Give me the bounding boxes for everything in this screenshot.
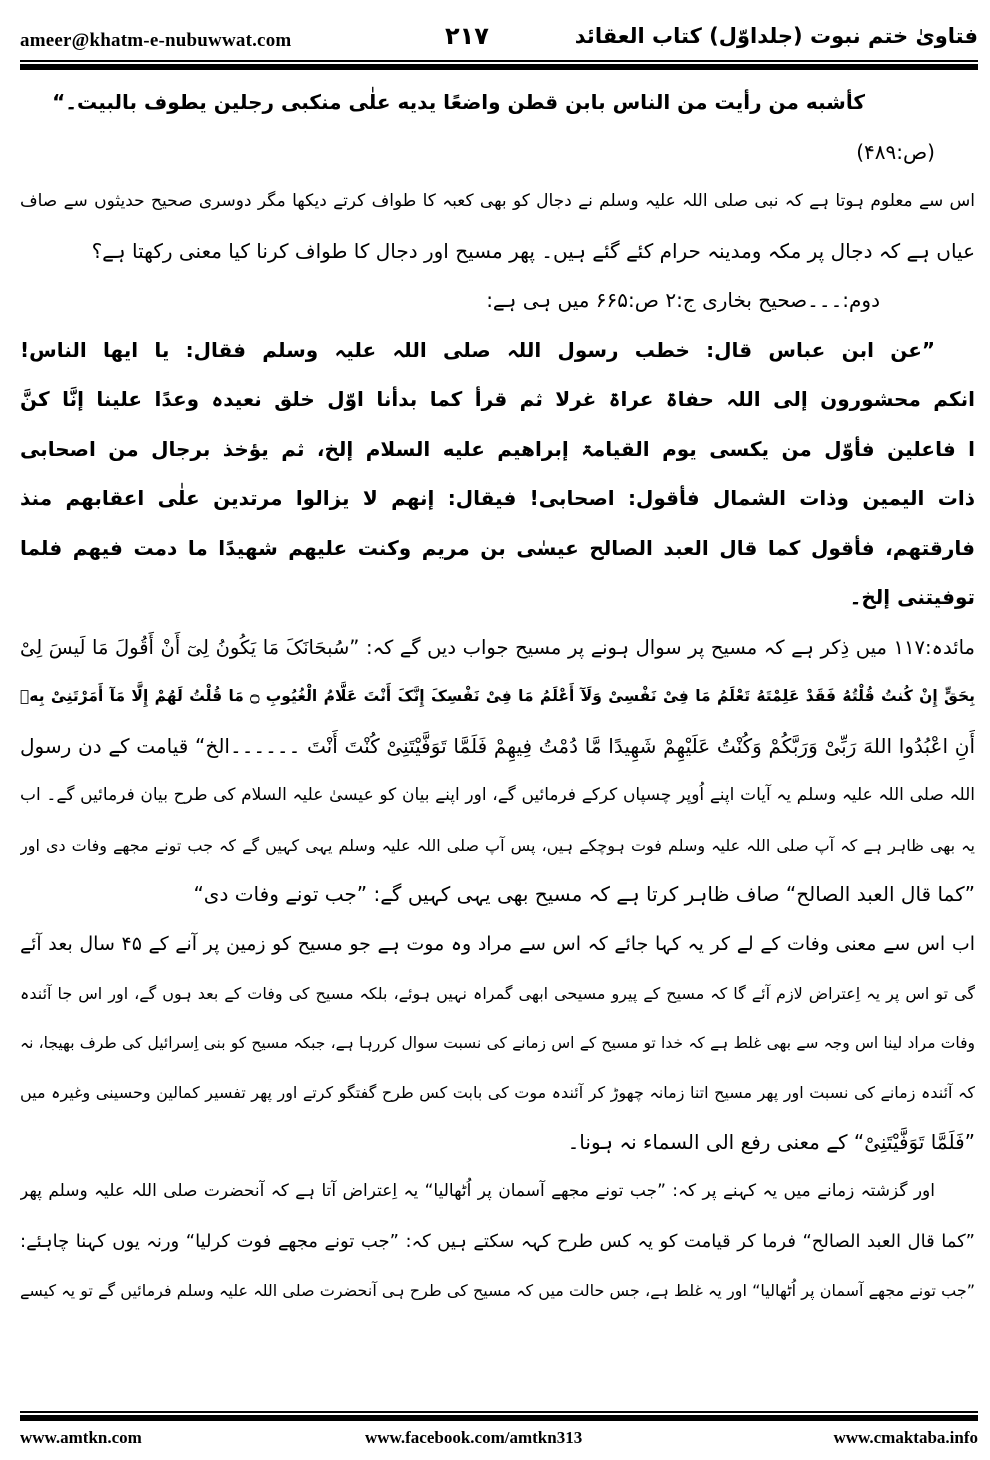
hadith-line: فارقتهم، فأقول کما قال العبد الصالح عیسٰی بن مریم وکنت علیهم شهیدًا ما دمت فیهم فلما [20, 535, 975, 560]
paragraph-line: وفات مراد لینا اس وجہ سے بھی غلط ہے کہ خدا تو مسیح کے اس زمانے کی نسبت سوال کررہا ہے، جبکہ مسیح کو بنی اِسرائیل کی طرف بھیجا، نہ [20, 1033, 975, 1052]
hadith-line: ذات الیمین وذات الشمال فأقول: اصحابی! فیقال: إنهم لا یزالوا مرتدین علٰی اعقابهم منذ [20, 486, 975, 510]
book-title: فتاویٰ ختم نبوت (جلداوّل) کتاب العقائد [574, 24, 978, 48]
page-number: ۲۱۷ [445, 22, 489, 50]
page-reference [20, 128, 975, 178]
footer-rule-thick [20, 1415, 978, 1421]
paragraph-line: ”جب تونے مجھے آسمان پر اُٹھالیا“ اور یہ غلط ہے، جس حالت میں کہ مسیح کی طرح ہی آنحضرت صلی اللہ علیہ وسلم فرمائیں گے تو یہ کیسے [20, 1281, 975, 1300]
paragraph-line: کہ آئندہ زمانے کی نسبت اور پھر مسیح اتنا زمانہ چھوڑ کر آئندہ موت کی بابت کس طرح گفتگو کرتے اور پھر تفسیر کمالین وحسینی وغیرہ میں [20, 1083, 975, 1102]
quran-line: أَنِ اعْبُدُوا اللهَ رَبِّیْ وَرَبَّکُمْ وَکُنْتُ عَلَیْهِمْ شَهِیدًا مَّا دُمْتُ فِیهِمْ فَلَمَّا تَوَفَّیْتَنِیْ کُنْتَ أَنْتَ ۔۔۔۔۔۔الخ“ قیامت کے دن رسول [20, 733, 975, 758]
footer-link-cmaktaba[interactable]: www.cmaktaba.info [833, 1428, 978, 1447]
header-email: ameer@khatm-e-nubuwwat.com [20, 30, 292, 51]
reference-text: (ص:۴۸۹) [856, 139, 935, 164]
footer-link-facebook[interactable]: www.facebook.com/amtkn313 [365, 1428, 583, 1447]
paragraph-line: عیاں ہے کہ دجال پر مکہ ومدینہ حرام کئے گئے ہیں۔ پھر مسیح اور دجال کا طواف کرنا کیا معنی رکھتا ہے؟ [91, 238, 975, 263]
paragraph-line: ”کما قال العبد الصالح“ فرما کر قیامت کو یہ کس طرح کہہ سکتے ہیں کہ: ”جب تونے مجھے فوت کرلیا“ ورنہ یوں کہنا چاہئے: [20, 1230, 975, 1252]
section-heading-line: دوم:۔۔۔صحیح بخاری ج:۲ ص:۶۶۵ میں ہی ہے: [486, 288, 880, 312]
quran-line: بِحَقٍّ إِنْ کُنتُ قُلْتُهُ فَقَدْ عَلِمْتَهُ تَعْلَمُ مَا فِیْ نَفْسِیْ وَلَآ أَعْلَمُ مَا فِیْ نَفْسِکَ إِنَّکَ أَنْتَ عَلَّامُ الْغُیُوبِ ۝ مَا قُلْتُ لَهُمْ إِلَّا مَآ أَمَرْتَنِیْ بِهٖ [20, 687, 975, 705]
header-rule-thin [20, 60, 978, 62]
hadith-line: ”عن ابن عباس قال: خطب رسول اللہ صلی اللہ علیہ وسلم فقال: یا ایها الناس! [20, 337, 935, 362]
footer-link-amtkn[interactable]: www.amtkn.com [20, 1428, 142, 1447]
paragraph-line: مائدہ:۱۱۷ میں ذِکر ہے کہ مسیح پر سوال ہونے پر مسیح جواب دیں گے کہ: ”سُبحَانَکَ مَا یَکُونُ لِیٓ أَنْ أَقُولَ مَا لَیسَ لِیْ [20, 635, 975, 659]
hadith-line: انکم محشورون إلی اللہ حفاۃ عراۃ غرلا ثم قرأ کما بدأنا اوّل خلق نعیدہ وعدًا علینا إنَّا کنَّ [20, 387, 975, 411]
page-header [20, 22, 978, 58]
page-footer [20, 1428, 978, 1452]
paragraph-line: ”کما قال العبد الصالح“ صاف ظاہر کرتا ہے کہ مسیح بھی یہی کہیں گے: ”جب تونے وفات دی“ [193, 882, 975, 906]
paragraph-line: اب اس سے معنی وفات کے لے کر یہ کہا جائے کہ اس سے مراد وہ موت ہے جو مسیح کو زمین پر آنے کے ۴۵ سال بعد آئے [20, 932, 975, 955]
hadith-line: توفیتنی إلخ۔ [849, 585, 975, 609]
hadith-line: ا فاعلین فأوّل من یکسی یوم القیامۃ إبراهیم علیه السلام إلخ، ثم یؤخذ برجال من اصحابی [20, 436, 975, 461]
paragraph-line: گی تو اس پر یہ اِعتراض لازم آئے گا کہ مسیح کے پیرو مسیحی ابھی گمراہ نہیں ہوئے، بلکہ مسیح کی وفات کے بعد ہوں گے، اور اس جا آئندہ [20, 984, 975, 1003]
header-rule-thick [20, 64, 978, 70]
paragraph-line: اس سے معلوم ہوتا ہے کہ نبی صلی اللہ علیہ وسلم نے دجال کو بھی کعبہ کا طواف کرتے دیکھا مگر دوسری صحیح حدیثوں سے صاف [20, 191, 975, 211]
paragraph-line: یہ بھی ظاہر ہے کہ آپ صلی اللہ علیہ وسلم فوت ہوچکے ہیں، پس آپ صلی اللہ علیہ وسلم یہی کہیں گے کہ جب تونے مجھے وفات دی اور [20, 835, 975, 855]
paragraph-line: اللہ صلی اللہ علیہ وسلم یہ آیات اپنے اُوپر چسپاں کرکے فرمائیں گے، اور اپنے بیان کو عیسیٰ علیہ السلام کی طرح بیان فرمائیں گے۔ اب [20, 785, 975, 805]
paragraph-line: اور گزشتہ زمانے میں یہ کہنے پر کہ: ”جب تونے مجھے آسمان پر اُٹھالیا“ یہ اِعتراض آتا ہے کہ آنحضرت صلی اللہ علیہ وسلم پھر [20, 1181, 935, 1201]
paragraph-line: ”فَلَمَّا تَوَفَّیْتَنِیْ“ کے معنی رفع الی السماء نہ ہونا۔ [567, 1129, 975, 1154]
arabic-quote-line: کأشبه من رأیت من الناس بابن قطن واضعًا یدیه علٰی منکبی رجلین یطوف بالبیت۔“ [52, 90, 865, 114]
page-body [20, 78, 975, 1316]
footer-rule-thin [20, 1411, 978, 1413]
